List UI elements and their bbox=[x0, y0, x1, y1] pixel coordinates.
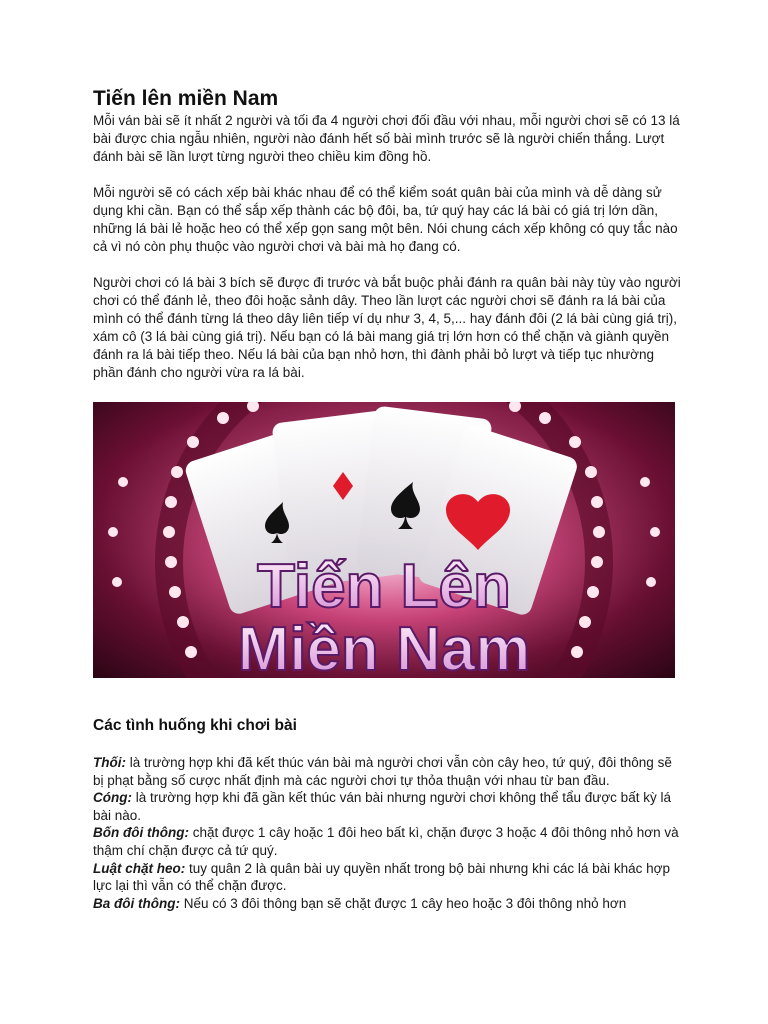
banner-line-2: Miền Nam bbox=[237, 615, 531, 678]
situation-item bbox=[93, 824, 681, 859]
situation-term: Bốn đôi thông: bbox=[93, 825, 189, 841]
situation-text: chặt được 1 cây hoặc 1 đôi heo bất kì, chặn được 3 hoặc 4 đôi thông nhỏ hơn và thậm chí chặn được cả tứ quý. bbox=[93, 825, 679, 858]
banner-artwork bbox=[93, 402, 675, 678]
intro-text bbox=[93, 112, 681, 382]
situation-text: tuy quân 2 là quân bài uy quyền nhất trong bộ bài nhưng khi các lá bài khác hợp lực lại thì vẫn có thể chặn được. bbox=[93, 860, 670, 894]
situation-item bbox=[93, 789, 681, 824]
banner-line-1: Tiến Lên bbox=[257, 552, 511, 621]
paragraph-2: Mỗi người sẽ có cách xếp bài khác nhau để có thể kiểm soát quân bài của mình và dễ dàng sử dụng khi cần. Bạn có thể sắp xếp thành các bộ đôi, ba, tứ quý hay các lá bài có giá trị lớn dần, những lá bài lẻ hoặc heo có thể xếp gọn sang một bên. Nói chung cách xếp không có quy tắc nào cả vì nó còn phụ thuộc vào người chơi và bài mà họ đang có. bbox=[93, 185, 678, 254]
banner-title bbox=[238, 552, 531, 678]
situation-text: là trường hợp khi đã gần kết thúc ván bài nhưng người chơi không thể tẩu được bất kỳ lá bài nào. bbox=[93, 790, 671, 823]
situations-list bbox=[93, 754, 681, 912]
situation-term: Luật chặt heo: bbox=[93, 860, 186, 876]
situation-term: Ba đôi thông: bbox=[93, 895, 180, 911]
situation-item bbox=[93, 860, 681, 895]
situation-text: là trường hợp khi đã kết thúc ván bài mà người chơi vẫn còn cây heo, tứ quý, đôi thông sẽ bị phạt bằng số cược nhất định mà các người chơi tự thỏa thuận với nhau từ ban đầu. bbox=[93, 755, 672, 788]
paragraph-1: Mỗi ván bài sẽ ít nhất 2 người và tối đa 4 người chơi đối đầu với nhau, mỗi người chơi sẽ có 13 lá bài được chia ngẫu nhiên, người nào đánh hết số bài mình trước sẽ là người chiến thắng. Lượt đánh bài sẽ lần lượt từng người theo chiều kim đồng hồ. bbox=[93, 113, 680, 164]
situation-item bbox=[93, 754, 681, 789]
paragraph-3: Người chơi có lá bài 3 bích sẽ được đi trước và bắt buộc phải đánh ra quân bài này tùy vào người chơi có thể đánh lẻ, theo đôi hoặc sảnh dây. Theo lần lượt các người chơi sẽ đánh ra lá bài của mình có thể đánh từng lá theo dây liên tiếp ví dụ như 3, 4, 5,... hay đánh đôi (2 lá bài cùng giá trị), xám cô (3 lá bài cùng giá trị). Nếu bạn có lá bài mang giá trị lớn hơn có thể chặn và giành quyền đánh ra lá bài tiếp theo. Nếu lá bài của bạn nhỏ hơn, thì đành phải bỏ lượt và tiếp tục nhường phần đánh cho người vừa ra lá bài. bbox=[93, 275, 681, 380]
document-page bbox=[93, 86, 681, 912]
section-heading: Các tình huống khi chơi bài bbox=[93, 717, 297, 734]
situation-text: Nếu có 3 đôi thông bạn sẽ chặt được 1 cây heo hoặc 3 đôi thông nhỏ hơn bbox=[179, 895, 627, 911]
situation-item bbox=[93, 895, 681, 913]
banner-image bbox=[93, 402, 675, 678]
situation-term: Thối: bbox=[93, 755, 126, 770]
situation-term: Cóng: bbox=[93, 790, 132, 806]
page-title: Tiến lên miền Nam bbox=[93, 87, 279, 110]
